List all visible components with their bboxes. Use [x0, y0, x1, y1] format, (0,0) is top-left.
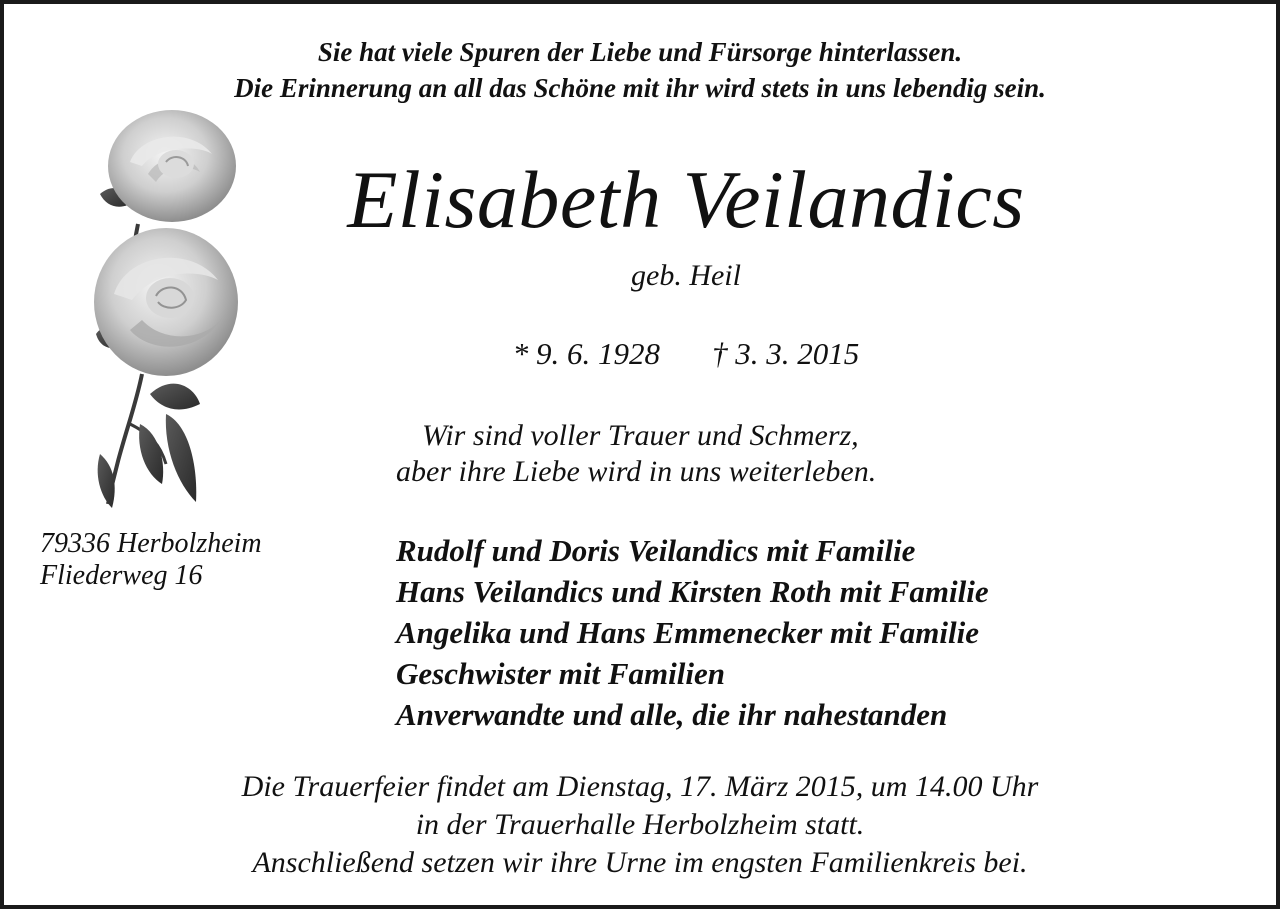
mourner-entry: Anverwandte und alle, die ihr nahestanden: [396, 697, 948, 732]
address-street: Fliederweg 16: [40, 560, 203, 591]
maiden-name: geb. Heil: [631, 259, 741, 292]
birth-date: * 9. 6. 1928: [512, 336, 660, 371]
grief-line-1: Wir sind voller Trauer und Schmerz,: [422, 419, 859, 452]
service-line-3: Anschließend setzen wir ihre Urne im engsten Familienkreis bei.: [252, 846, 1028, 879]
address: [40, 528, 262, 592]
motto-line-1: Sie hat viele Spuren der Liebe und Fürsorge hinterlassen.: [317, 37, 963, 67]
mourner-entry: Rudolf und Doris Veilandics mit Familie: [396, 533, 916, 568]
service-line-1: Die Trauerfeier findet am Dienstag, 17. März 2015, um 14.00 Uhr: [241, 770, 1039, 803]
grief-text: [396, 418, 876, 490]
mourner-entry: Angelika und Hans Emmenecker mit Familie: [396, 615, 980, 650]
service-info: [4, 768, 1276, 882]
life-dates: [4, 334, 1280, 374]
service-line-2: in der Trauerhalle Herbolzheim statt.: [415, 808, 865, 841]
deceased-name: Elisabeth Veilandics: [347, 154, 1025, 245]
motto: [4, 34, 1276, 106]
mourner-entry: Hans Veilandics und Kirsten Roth mit Familie: [396, 574, 989, 609]
mourner-entry: Geschwister mit Familien: [396, 656, 725, 691]
motto-line-2: Die Erinnerung an all das Schöne mit ihr wird stets in uns lebendig sein.: [234, 73, 1046, 103]
mourners-list: [396, 530, 989, 735]
grief-line-2: aber ihre Liebe wird in uns weiterleben.: [396, 455, 877, 488]
address-city: 79336 Herbolzheim: [40, 528, 262, 559]
death-date: † 3. 3. 2015: [712, 336, 860, 371]
